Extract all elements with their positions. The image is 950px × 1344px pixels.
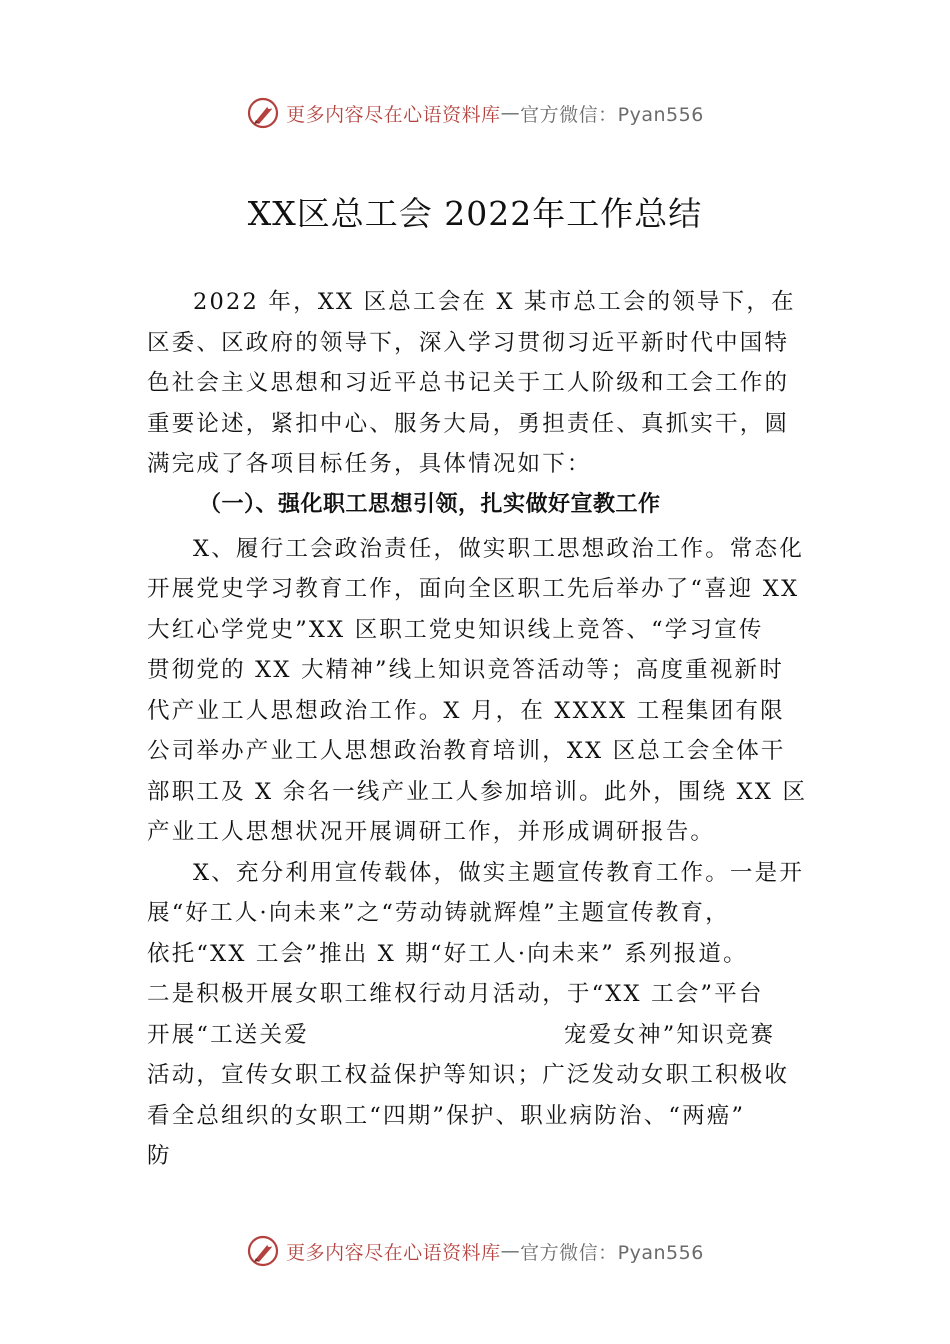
- banner-wechat-text: 官方微信：Pyan556: [520, 1241, 704, 1264]
- banner-red-text: 更多内容尽在心语资料库: [286, 1241, 501, 1264]
- text-line: 大红心学党史”XX 区职工党史知识线上竞答、“学习宣传: [147, 616, 764, 643]
- text-line: 色社会主义思想和习近平总书记关于工人阶级和工会工作的: [147, 370, 790, 396]
- text-line: 重要论述，紧扣中心、服务大局，勇担责任、真抓实干，圆: [147, 410, 790, 437]
- banner-dash: —: [500, 1240, 521, 1262]
- document-title: XX区总工会 2022年工作总结: [247, 194, 703, 233]
- banner-wechat-text: 官方微信：Pyan556: [520, 103, 704, 126]
- text-line: 二是积极开展女职工维权行动月活动，于“XX 工会”平台: [147, 981, 764, 1007]
- text-line: 开展党史学习教育工作，面向全区职工先后举办了“喜迎 XX: [147, 576, 800, 602]
- text-line: X、充分利用宣传载体，做实主题宣传教育工作。一是开: [193, 859, 805, 886]
- split-text-line: [147, 1015, 817, 1056]
- text-line: 公司举办产业工人思想政治教育培训，XX 区总工会全体干: [147, 738, 786, 764]
- section-heading-1: （一）、强化职工思想引领，扎实做好宣教工作: [199, 491, 661, 517]
- banner-dash: —: [500, 102, 521, 124]
- pen-nib-logo-icon: [246, 96, 280, 130]
- text-line: 贯彻党的 XX 大精神”线上知识竞答活动等；高度重视新时: [147, 657, 784, 683]
- text-line: 看全总组织的女职工“四期”保护、职业病防治、“两癌”: [147, 1102, 746, 1129]
- split-line-right: 宠爱女神”知识竞赛: [563, 1021, 776, 1048]
- paragraph-2: [147, 853, 817, 1177]
- text-line: 满完成了各项目标任务，具体情况如下：: [147, 451, 592, 477]
- text-line: X、履行工会政治责任，做实职工思想政治工作。常态化: [193, 535, 805, 562]
- banner-red-text: 更多内容尽在心语资料库: [286, 103, 501, 126]
- text-line: 防: [147, 1143, 172, 1169]
- text-line: 活动，宣传女职工权益保护等知识；广泛发动女职工积极收: [147, 1062, 790, 1088]
- pen-nib-logo-icon: [246, 1234, 280, 1268]
- text-line: 2022 年，XX 区总工会在 X 某市总工会的领导下，在: [193, 289, 796, 315]
- split-line-left: 开展“工送关爱: [147, 1021, 309, 1048]
- header-banner: [0, 96, 950, 130]
- text-line: 部职工及 X 余名一线产业工人参加培训。此外，围绕 XX 区: [147, 778, 808, 805]
- text-line: 区委、区政府的领导下，深入学习贯彻习近平新时代中国特: [147, 329, 790, 356]
- text-line: 代产业工人思想政治工作。X 月，在 XXXX 工程集团有限: [147, 697, 785, 724]
- text-line: 产业工人思想状况开展调研工作，并形成调研报告。: [147, 819, 716, 845]
- intro-paragraph: [147, 282, 817, 485]
- paragraph-1: [147, 529, 817, 853]
- text-line: 展“好工人·向未来”之“劳动铸就辉煌”主题宣传教育，: [147, 900, 730, 926]
- text-line: 依托“XX 工会”推出 X 期“好工人·向未来” 系列报道。: [147, 940, 748, 967]
- footer-banner: [0, 1234, 950, 1268]
- document-body: [147, 282, 817, 1177]
